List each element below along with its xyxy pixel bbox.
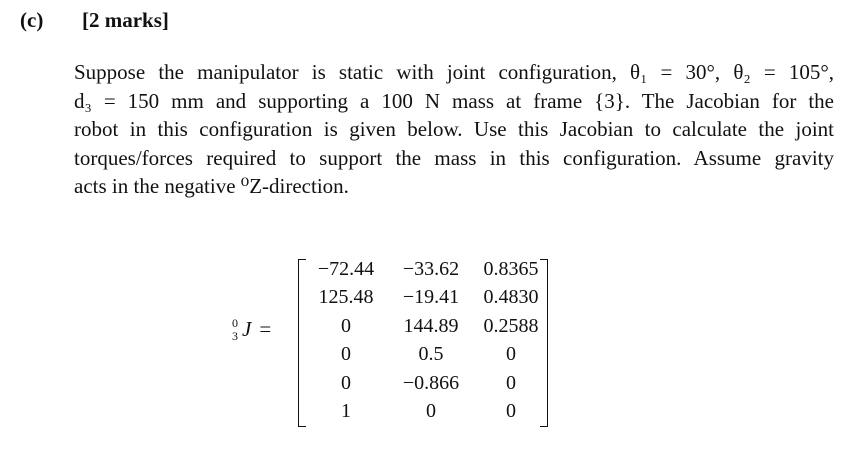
body-line: Suppose the manipulator is static with joint configuration, θ₁ = 30°, θ₂ = 105°,: [74, 60, 834, 84]
matrix-right-bracket: [540, 259, 548, 427]
matrix-cell: 0.4830: [483, 286, 539, 309]
matrix-row: [308, 369, 544, 398]
matrix-cell: 0: [506, 371, 516, 394]
question-part-label: (c): [20, 8, 44, 32]
matrix-cell: 1: [341, 400, 351, 423]
equals-sign: =: [259, 317, 272, 341]
body-line: acts in the negative ⁰Z-direction.: [74, 174, 349, 199]
jacobian-superscript: 0: [232, 316, 238, 331]
matrix-row: [308, 398, 544, 427]
matrix-table: [308, 255, 544, 426]
jacobian-subscript: 3: [232, 329, 238, 344]
body-line: robot in this configuration is given below. Use this Jacobian to calculate the joint: [74, 117, 834, 142]
body-line: d₃ = 150 mm and supporting a 100 N mass at frame {3}. The Jacobian for the: [74, 88, 834, 113]
matrix-row: [308, 284, 544, 313]
question-body: [74, 58, 834, 201]
matrix-cell: 125.48: [318, 286, 374, 309]
matrix-cell: 0: [341, 314, 351, 337]
jacobian-letter: J: [242, 317, 252, 341]
matrix-cell: 0.5: [418, 343, 444, 366]
matrix-cell: −19.41: [402, 286, 460, 309]
matrix-row: [308, 312, 544, 341]
matrix-cell: −33.62: [402, 257, 460, 280]
question-marks: [2 marks]: [82, 8, 169, 32]
matrix-cell: 0: [341, 343, 351, 366]
matrix-cell: 144.89: [403, 314, 459, 337]
jacobian-matrix: [298, 255, 548, 425]
matrix-cell: 0: [426, 400, 436, 423]
matrix-cell: 0.8365: [483, 257, 539, 280]
matrix-cell: 0: [506, 343, 516, 366]
matrix-row: [308, 341, 544, 370]
matrix-cell: 0.2588: [483, 314, 539, 337]
matrix-cell: −0.866: [402, 371, 460, 394]
matrix-cell: −72.44: [317, 257, 375, 280]
jacobian-symbol: [230, 317, 271, 343]
body-line: torques/forces required to support the mass in this configuration. Assume gravity: [74, 145, 834, 170]
matrix-left-bracket: [298, 259, 306, 427]
matrix-cell: 0: [506, 400, 516, 423]
matrix-cell: 0: [341, 371, 351, 394]
matrix-row: [308, 255, 544, 284]
